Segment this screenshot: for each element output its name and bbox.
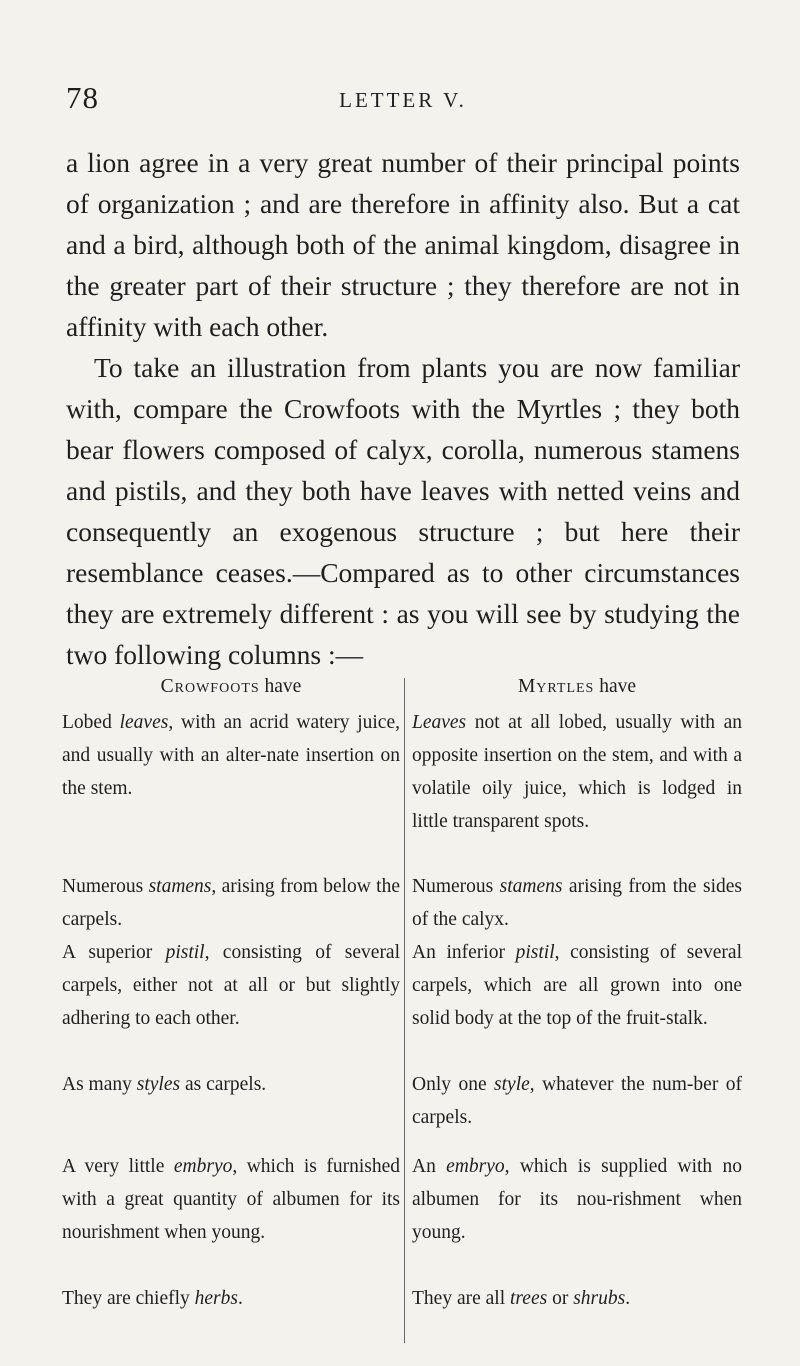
crowfoots-entry-embryo	[62, 1150, 400, 1249]
comparison-columns	[62, 670, 742, 1350]
entry-text: Lobed	[62, 712, 120, 733]
entry-term: pistil	[515, 942, 555, 963]
myrtles-entry-pistil	[412, 936, 742, 1035]
crowfoots-entry-habit	[62, 1282, 400, 1315]
myrtles-heading	[412, 670, 742, 706]
entry-text: not at all lobed, usually with an opposite insertion on the stem, and with a volatile oily juice, which is lodged in little transparent spots.	[412, 712, 742, 832]
entry-term: herbs	[194, 1288, 238, 1309]
paragraph-2: To take an illustration from plants you are now familiar with, compare the Crowfoots with the Myrtles ; they both bear flowers composed of calyx, corolla, numerous stamens and pistils, and they both have leaves with netted veins and consequently an exogenous structure ; but here their resemblance ceases.—Compared as to other circumstances they are extremely different : as you will see by studying the two following columns :—	[66, 352, 740, 670]
entry-text: An inferior	[412, 942, 516, 963]
myrtles-entry-leaves	[412, 706, 742, 838]
crowfoots-heading-name: Crowfoots	[160, 676, 260, 697]
crowfoots-entry-stamens	[62, 870, 400, 936]
crowfoots-heading-rest: have	[259, 676, 302, 697]
entry-text: or	[547, 1288, 574, 1309]
entry-term: Leaves	[412, 712, 467, 733]
entry-text: arising from the sides of the calyx.	[412, 876, 742, 930]
entry-term: embryo	[446, 1156, 505, 1177]
entry-text: They are chiefly	[62, 1288, 195, 1309]
entry-text: An	[412, 1156, 447, 1177]
crowfoots-column	[62, 670, 401, 1309]
entry-text: Only one	[412, 1074, 495, 1095]
entry-text: , which is furnished with a great quantity of albumen for its nourishment when young.	[62, 1156, 401, 1243]
entry-term: styles	[136, 1074, 181, 1095]
entry-term: stamens	[499, 876, 563, 897]
entry-term: style	[494, 1074, 530, 1095]
myrtles-heading-rest: have	[594, 676, 637, 697]
running-head: LETTER V.	[339, 88, 467, 112]
myrtles-entry-habit	[412, 1282, 742, 1315]
paragraph-1: a lion agree in a very great number of their principal points of organization ; and are therefore in affinity also. But a cat and a bird, although both of the animal kingdom, disagree in the greater part of their structure ; they therefore are not in affinity with each other.	[66, 147, 740, 342]
entry-text: As many	[62, 1074, 137, 1095]
myrtles-entry-stamens	[412, 870, 742, 936]
entry-text: , consisting of several carpels, either not at all or but slightly adhering to each other.	[62, 942, 401, 1029]
entry-text: , consisting of several carpels, which are all grown into one solid body at the top of the fruit-stalk.	[412, 942, 742, 1029]
entry-text: , arising from below the carpels.	[62, 876, 400, 930]
entry-term: stamens	[148, 876, 212, 897]
myrtles-column	[412, 670, 743, 1309]
myrtles-entry-embryo	[412, 1150, 742, 1249]
entry-text: as carpels.	[180, 1074, 267, 1095]
entry-term: shrubs	[573, 1288, 626, 1309]
entry-text: .	[237, 1288, 243, 1309]
entry-text: , with an acrid watery juice, and usually with an alter-nate insertion on the stem.	[62, 712, 400, 799]
crowfoots-heading	[62, 670, 400, 706]
column-divider	[404, 678, 405, 1343]
myrtles-heading-name: Myrtles	[517, 676, 595, 697]
entry-text: Numerous	[412, 876, 500, 897]
entry-term: trees	[510, 1288, 548, 1309]
entry-text: Numerous	[62, 876, 149, 897]
entry-text: , which is supplied with no albumen for its nou-rishment when young.	[412, 1156, 742, 1243]
entry-text: A superior	[62, 942, 166, 963]
page-number: 78	[66, 80, 99, 115]
entry-text: , whatever the num-ber of carpels.	[412, 1074, 743, 1128]
entry-text: They are all	[412, 1288, 510, 1309]
entry-text: A very little	[62, 1156, 174, 1177]
crowfoots-entry-leaves	[62, 706, 400, 805]
entry-term: leaves	[119, 712, 169, 733]
myrtles-entry-style	[412, 1068, 742, 1134]
crowfoots-entry-pistil	[62, 936, 400, 1035]
entry-term: embryo	[173, 1156, 233, 1177]
entry-term: pistil	[165, 942, 205, 963]
crowfoots-entry-styles	[62, 1068, 400, 1101]
entry-text: .	[625, 1288, 631, 1309]
body-text	[66, 142, 740, 675]
page-header	[66, 80, 740, 120]
